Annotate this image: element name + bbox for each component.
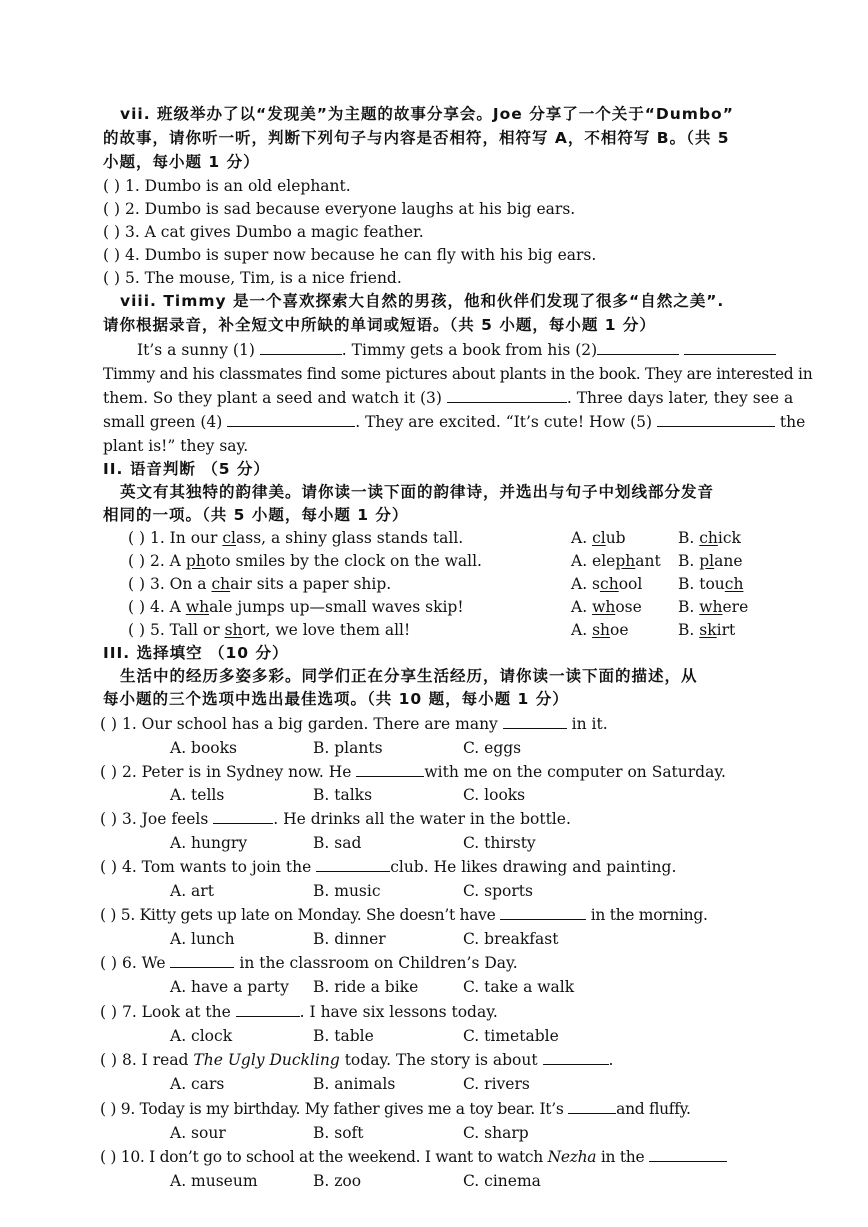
item-text: in the morning. xyxy=(586,906,708,924)
answer-parens[interactable]: ( ) xyxy=(103,269,121,287)
sec3-item-4-option-c[interactable]: C. sports xyxy=(463,882,533,900)
answer-parens[interactable]: ( ) xyxy=(103,246,121,264)
sec3-item-5 xyxy=(100,905,708,925)
item-text: . I have six lessons today. xyxy=(299,1003,498,1021)
item-text: 6. We xyxy=(121,954,171,972)
sec3-title: III. 选择填空 （10 分） xyxy=(103,644,289,662)
sec3-item-9-option-a[interactable]: A. sour xyxy=(170,1124,226,1142)
option-text: A. xyxy=(571,621,593,639)
item-text: 1. In our xyxy=(149,529,223,547)
sec3-item-1-option-b[interactable]: B. plants xyxy=(313,739,383,757)
answer-blank[interactable] xyxy=(170,953,234,968)
item-text: 5. The mouse, Tim, is a nice friend. xyxy=(124,269,402,287)
answer-blank[interactable] xyxy=(503,714,567,729)
answer-blank[interactable] xyxy=(316,857,390,872)
sec2-item-2-option-b[interactable] xyxy=(678,551,743,571)
blank-3[interactable] xyxy=(447,388,567,403)
answer-parens[interactable]: ( ) xyxy=(100,810,118,828)
sec3-item-9-option-b[interactable]: B. soft xyxy=(313,1124,364,1142)
sec3-item-6-option-a[interactable]: A. have a party xyxy=(170,978,289,996)
vii-heading-line3: 小题，每小题 1 分） xyxy=(103,153,260,171)
underlined-part: pl xyxy=(699,552,715,570)
item-text: and fluffy. xyxy=(616,1100,691,1118)
item-text: . xyxy=(608,1051,614,1069)
item-text: 3. A cat gives Dumbo a magic feather. xyxy=(124,223,424,241)
vii-item-2 xyxy=(103,199,575,219)
sec3-item-7-option-c[interactable]: C. timetable xyxy=(463,1027,559,1045)
option-text: irt xyxy=(716,621,736,639)
blank-2b[interactable] xyxy=(684,340,776,355)
item-text: today. The story is about xyxy=(339,1051,543,1069)
answer-parens[interactable]: ( ) xyxy=(103,200,121,218)
item-text: 5. Tall or xyxy=(149,621,225,639)
answer-parens[interactable]: ( ) xyxy=(100,858,118,876)
viii-passage-line2: Timmy and his classmates find some pictures about plants in the book. They are interested in xyxy=(103,365,813,383)
item-text: 7. Look at the xyxy=(121,1003,236,1021)
underlined-part: ch xyxy=(600,575,619,593)
sec3-item-2-option-c[interactable]: C. looks xyxy=(463,786,526,804)
vii-item-4 xyxy=(103,245,596,265)
underlined-part: wh xyxy=(185,598,210,616)
answer-parens[interactable]: ( ) xyxy=(100,763,118,781)
passage-text: small green (4) xyxy=(103,413,228,431)
vii-item-1 xyxy=(103,176,351,196)
sec3-item-4-option-a[interactable]: A. art xyxy=(170,882,214,900)
item-text: 1. Dumbo is an old elephant. xyxy=(124,177,351,195)
option-text: B. tou xyxy=(678,575,725,593)
option-text: ick xyxy=(717,529,741,547)
underlined-part: sk xyxy=(699,621,717,639)
item-text: 2. Dumbo is sad because everyone laughs at his big ears. xyxy=(124,200,576,218)
vii-item-5 xyxy=(103,268,402,288)
movie-title: Nezha xyxy=(547,1148,597,1166)
answer-blank[interactable] xyxy=(649,1147,727,1162)
answer-blank[interactable] xyxy=(356,762,424,777)
answer-parens[interactable]: ( ) xyxy=(100,715,118,733)
underlined-part: ch xyxy=(724,575,744,593)
item-text: in the xyxy=(596,1148,649,1166)
sec2-item-2-option-a[interactable] xyxy=(571,551,661,571)
underlined-part: sh xyxy=(592,621,610,639)
sec3-intro-line2: 每小题的三个选项中选出最佳选项。（共 10 题，每小题 1 分） xyxy=(103,690,569,708)
passage-text: the xyxy=(774,413,806,431)
blank-4[interactable] xyxy=(227,412,355,427)
item-text: in it. xyxy=(566,715,608,733)
blank-2a[interactable] xyxy=(597,340,679,355)
passage-text: . Timmy gets a book from his (2) xyxy=(341,341,598,359)
option-text: A. ele xyxy=(571,552,616,570)
sec3-item-5-option-b[interactable]: B. dinner xyxy=(313,930,386,948)
underlined-part: wh xyxy=(592,598,616,616)
underlined-part: cl xyxy=(592,529,606,547)
option-text: ool xyxy=(618,575,643,593)
answer-blank[interactable] xyxy=(236,1002,300,1017)
viii-heading-line1: viii. Timmy 是一个喜欢探索大自然的男孩，他和伙伴们发现了很多“自然之美”. xyxy=(120,292,725,310)
underlined-part: wh xyxy=(699,598,723,616)
answer-parens[interactable]: ( ) xyxy=(100,1100,117,1118)
sec2-item-5-option-b[interactable] xyxy=(678,620,735,640)
underlined-part: ph xyxy=(615,552,636,570)
item-text: air sits a paper ship. xyxy=(230,575,392,593)
sec3-item-3-option-a[interactable]: A. hungry xyxy=(170,834,248,852)
blank-5[interactable] xyxy=(657,412,775,427)
option-text: oe xyxy=(610,621,629,639)
sec2-item-1-option-b[interactable] xyxy=(678,528,741,548)
sec3-item-8-option-a[interactable]: A. cars xyxy=(170,1075,225,1093)
sec2-item-4 xyxy=(128,597,464,617)
viii-passage-line1 xyxy=(137,340,776,360)
option-text: ose xyxy=(615,598,642,616)
underlined-part: ch xyxy=(211,575,231,593)
sec3-item-6 xyxy=(100,953,518,973)
sec3-item-1-option-a[interactable]: A. books xyxy=(170,739,237,757)
sec3-item-3-option-c[interactable]: C. thirsty xyxy=(463,834,536,852)
viii-passage-line4 xyxy=(103,412,805,432)
sec3-item-6-option-c[interactable]: C. take a walk xyxy=(463,978,575,996)
item-text: ass, a shiny glass stands tall. xyxy=(236,529,464,547)
item-text: oto smiles by the clock on the wall. xyxy=(205,552,482,570)
sec3-item-5-option-c[interactable]: C. breakfast xyxy=(463,930,559,948)
option-text: B. xyxy=(678,529,700,547)
item-text: with me on the computer on Saturday. xyxy=(424,763,726,781)
sec2-item-4-option-b[interactable] xyxy=(678,597,748,617)
sec3-item-3-option-b[interactable]: B. sad xyxy=(313,834,362,852)
sec2-item-4-option-a[interactable] xyxy=(571,597,642,617)
item-text: 9. Today is my birthday. My father gives me a toy bear. It’s xyxy=(120,1100,569,1118)
item-text: 4. Tom wants to join the xyxy=(121,858,317,876)
sec3-item-7 xyxy=(100,1002,498,1022)
answer-parens[interactable]: ( ) xyxy=(103,223,121,241)
sec2-title: II. 语音判断 （5 分） xyxy=(103,460,270,478)
book-title: The Ugly Duckling xyxy=(193,1051,340,1069)
item-text: 5. Kitty gets up late on Monday. She doesn’t have xyxy=(120,906,501,924)
item-text: 3. On a xyxy=(149,575,212,593)
sec3-item-10-option-a[interactable]: A. museum xyxy=(170,1172,258,1190)
sec3-item-4 xyxy=(100,857,676,877)
sec3-item-1-option-c[interactable]: C. eggs xyxy=(463,739,522,757)
sec3-intro-line1: 生活中的经历多姿多彩。同学们正在分享生活经历，请你读一读下面的描述，从 xyxy=(120,667,698,685)
sec2-item-1-option-a[interactable] xyxy=(571,528,626,548)
passage-text: . They are excited. “It’s cute! How (5) xyxy=(355,413,657,431)
sec3-item-9 xyxy=(100,1099,691,1119)
sec3-item-8-option-c[interactable]: C. rivers xyxy=(463,1075,530,1093)
sec3-item-2-option-a[interactable]: A. tells xyxy=(170,786,225,804)
sec2-item-5-option-a[interactable] xyxy=(571,620,629,640)
sec2-item-3-option-b[interactable] xyxy=(678,574,743,594)
sec2-intro-line1: 英文有其独特的韵律美。请你读一读下面的韵律诗，并选出与句子中划线部分发音 xyxy=(120,483,715,501)
item-text: club. He likes drawing and painting. xyxy=(390,858,677,876)
sec3-item-2 xyxy=(100,762,726,782)
viii-passage-line3 xyxy=(103,388,793,408)
item-text: 2. Peter is in Sydney now. He xyxy=(121,763,357,781)
item-text: 3. Joe feels xyxy=(121,810,214,828)
option-text: B. xyxy=(678,552,700,570)
item-text: 1. Our school has a big garden. There are many xyxy=(121,715,503,733)
sec2-item-5 xyxy=(128,620,410,640)
item-text: 10. I don’t go to school at the weekend. I want to watch xyxy=(120,1148,548,1166)
answer-blank[interactable] xyxy=(568,1099,616,1114)
underlined-part: sh xyxy=(224,621,243,639)
sec3-item-3 xyxy=(100,809,571,829)
sec3-item-10 xyxy=(100,1147,727,1167)
option-text: A. xyxy=(571,529,593,547)
sec3-item-10-option-c[interactable]: C. cinema xyxy=(463,1172,541,1190)
option-text: ane xyxy=(714,552,743,570)
sec3-item-2-option-b[interactable]: B. talks xyxy=(313,786,373,804)
answer-parens[interactable]: ( ) xyxy=(128,621,146,639)
sec3-item-7-option-a[interactable]: A. clock xyxy=(170,1027,233,1045)
sec2-intro-line2: 相同的一项。（共 5 小题，每小题 1 分） xyxy=(103,506,409,524)
answer-parens[interactable]: ( ) xyxy=(128,575,146,593)
option-text: ub xyxy=(605,529,626,547)
answer-blank[interactable] xyxy=(213,809,273,824)
answer-parens[interactable]: ( ) xyxy=(100,954,118,972)
sec3-item-5-option-a[interactable]: A. lunch xyxy=(170,930,235,948)
answer-blank[interactable] xyxy=(543,1050,609,1065)
answer-parens[interactable]: ( ) xyxy=(100,1003,118,1021)
answer-parens[interactable]: ( ) xyxy=(128,552,146,570)
sec3-item-1 xyxy=(100,714,608,734)
viii-heading-line2: 请你根据录音，补全短文中所缺的单词或短语。（共 5 小题，每小题 1 分） xyxy=(103,316,656,334)
blank-1[interactable] xyxy=(260,340,342,355)
underlined-part: cl xyxy=(222,529,237,547)
passage-text: It’s a sunny (1) xyxy=(137,341,260,359)
sec3-item-8-option-b[interactable]: B. animals xyxy=(313,1075,396,1093)
answer-parens[interactable]: ( ) xyxy=(103,177,121,195)
sec3-item-7-option-b[interactable]: B. table xyxy=(313,1027,374,1045)
sec2-item-3-option-a[interactable] xyxy=(571,574,642,594)
sec2-item-2 xyxy=(128,551,482,571)
answer-parens[interactable]: ( ) xyxy=(100,906,117,924)
item-text: ale jumps up—small waves skip! xyxy=(209,598,464,616)
answer-parens[interactable]: ( ) xyxy=(128,598,146,616)
answer-blank[interactable] xyxy=(500,905,586,920)
item-text: in the classroom on Children’s Day. xyxy=(234,954,518,972)
item-text: 8. I read xyxy=(121,1051,194,1069)
option-text: ant xyxy=(635,552,661,570)
sec3-item-8 xyxy=(100,1050,613,1070)
underlined-part: ph xyxy=(185,552,206,570)
sec3-item-9-option-c[interactable]: C. sharp xyxy=(463,1124,529,1142)
sec3-item-6-option-b[interactable]: B. ride a bike xyxy=(313,978,419,996)
option-text: A. xyxy=(571,598,593,616)
sec2-item-1 xyxy=(128,528,463,548)
item-text: 4. Dumbo is super now because he can fly with his big ears. xyxy=(124,246,597,264)
option-text: B. xyxy=(678,598,700,616)
item-text: ort, we love them all! xyxy=(242,621,411,639)
passage-text: . Three days later, they see a xyxy=(566,389,794,407)
vii-item-3 xyxy=(103,222,424,242)
vii-heading-line2: 的故事，请你听一听，判断下列句子与内容是否相符，相符写 A，不相符写 B。（共 5 xyxy=(103,129,730,147)
viii-passage-line5: plant is!” they say. xyxy=(103,437,249,455)
item-text: . He drinks all the water in the bottle. xyxy=(273,810,571,828)
option-text: ere xyxy=(722,598,749,616)
option-text: A. s xyxy=(571,575,601,593)
passage-text: them. So they plant a seed and watch it (3) xyxy=(103,389,447,407)
sec3-item-10-option-b[interactable]: B. zoo xyxy=(313,1172,362,1190)
sec2-item-3 xyxy=(128,574,391,594)
item-text: 2. A xyxy=(149,552,186,570)
answer-parens[interactable]: ( ) xyxy=(100,1148,117,1166)
underlined-part: ch xyxy=(699,529,718,547)
sec3-item-4-option-b[interactable]: B. music xyxy=(313,882,381,900)
answer-parens[interactable]: ( ) xyxy=(100,1051,118,1069)
answer-parens[interactable]: ( ) xyxy=(128,529,146,547)
item-text: 4. A xyxy=(149,598,186,616)
vii-heading-line1: vii. 班级举办了以“发现美”为主题的故事分享会。Joe 分享了一个关于“Dumbo” xyxy=(120,105,734,123)
option-text: B. xyxy=(678,621,700,639)
